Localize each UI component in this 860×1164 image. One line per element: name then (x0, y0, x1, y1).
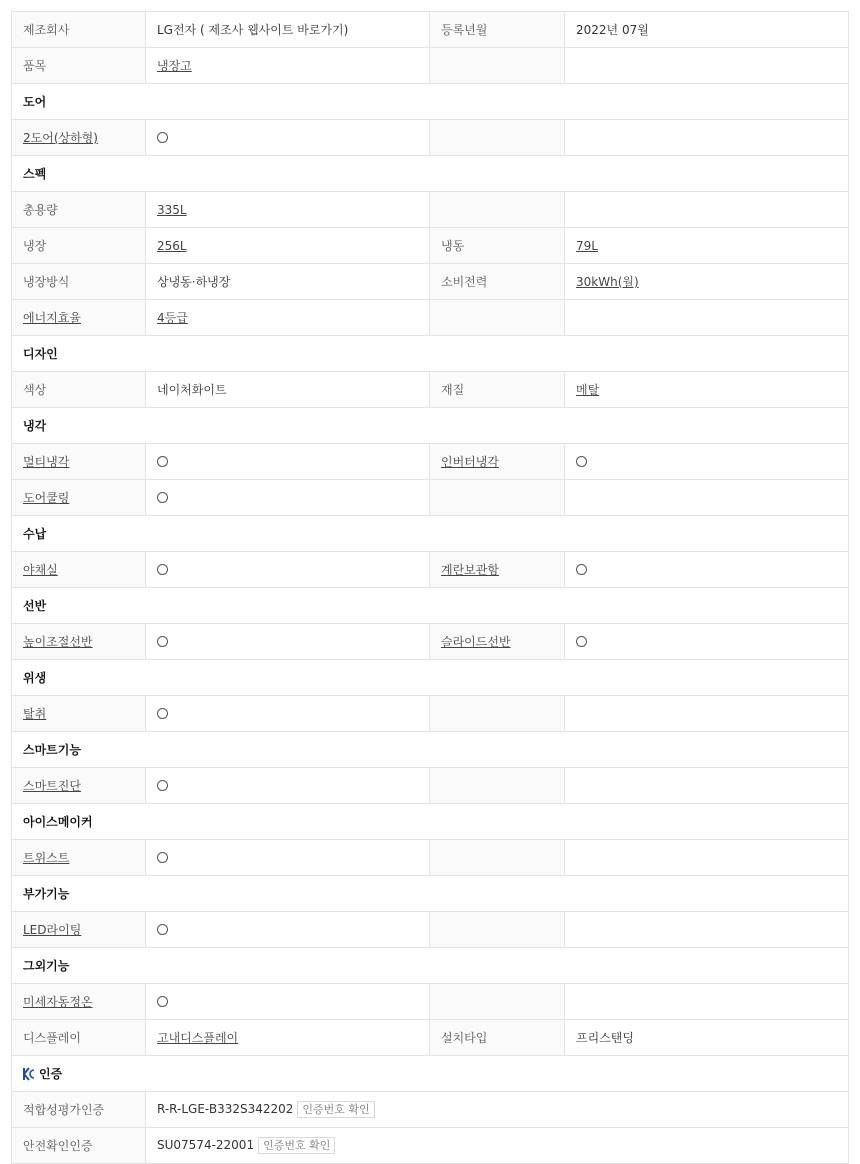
section-title-text: 위생 (23, 671, 47, 685)
section-title (12, 1056, 849, 1092)
spec-value-link[interactable]: 냉장고 (157, 59, 192, 73)
section-header-row (12, 516, 849, 552)
spec-value-cell (146, 12, 430, 48)
section-title-text: 인증 (39, 1067, 63, 1081)
spec-label-link[interactable]: 야채실 (23, 563, 58, 577)
spec-value-link[interactable]: 256L (157, 238, 187, 253)
check-circle-icon (157, 996, 168, 1007)
spec-label-link[interactable]: 미세자동정온 (23, 995, 93, 1009)
spec-value-cell (565, 696, 849, 732)
spec-label-link[interactable]: LED라이팅 (23, 923, 82, 937)
section-title-text: 아이스메이커 (23, 815, 93, 829)
verify-cert-button[interactable]: 인증번호 확인 (297, 1101, 374, 1118)
spec-label-cell (12, 768, 146, 804)
spec-value-cell (146, 552, 430, 588)
spec-value-cell (146, 444, 430, 480)
spec-label-cell (12, 984, 146, 1020)
cert-value-cell (146, 1128, 849, 1164)
spec-label-text: 총용량 (23, 203, 58, 217)
section-header-row (12, 732, 849, 768)
spec-label-cell (430, 264, 565, 300)
spec-label-link[interactable]: 도어쿨링 (23, 491, 70, 505)
check-circle-icon (157, 708, 168, 719)
spec-label-cell (12, 192, 146, 228)
section-title-text: 그외기능 (23, 959, 70, 973)
spec-row (12, 228, 849, 264)
spec-row (12, 300, 849, 336)
spec-value-text: 프리스탠딩 (576, 1031, 634, 1045)
spec-label-cell (12, 696, 146, 732)
spec-label-cell (430, 984, 565, 1020)
spec-value-cell (146, 300, 430, 336)
spec-label-cell (12, 840, 146, 876)
spec-label-link[interactable]: 탈취 (23, 707, 47, 721)
section-title (12, 732, 849, 768)
spec-value-cell (565, 912, 849, 948)
spec-row (12, 372, 849, 408)
section-title (12, 948, 849, 984)
spec-label-cell (430, 300, 565, 336)
spec-label-cell (430, 120, 565, 156)
spec-label-cell (12, 624, 146, 660)
section-title (12, 336, 849, 372)
spec-label-cell (430, 12, 565, 48)
spec-value-cell (146, 480, 430, 516)
check-circle-icon (157, 780, 168, 791)
spec-row (12, 840, 849, 876)
spec-value-cell (565, 48, 849, 84)
check-circle-icon (157, 132, 168, 143)
spec-row (12, 768, 849, 804)
spec-value-cell (146, 768, 430, 804)
spec-label-cell (430, 372, 565, 408)
spec-value-cell (146, 1020, 430, 1056)
section-title-text: 냉각 (23, 419, 47, 433)
spec-value-text: 네이처화이트 (157, 383, 227, 397)
section-title-text: 도어 (23, 95, 47, 109)
spec-label-text: 소비전력 (441, 275, 488, 289)
spec-label-cell (12, 480, 146, 516)
section-title-text: 디자인 (23, 347, 58, 361)
spec-label-cell (12, 1020, 146, 1056)
spec-value-cell (146, 228, 430, 264)
spec-label-cell (12, 228, 146, 264)
verify-cert-button[interactable]: 인증번호 확인 (258, 1137, 335, 1154)
check-circle-icon (157, 456, 168, 467)
spec-value-cell (565, 12, 849, 48)
section-title (12, 156, 849, 192)
spec-value-cell (565, 372, 849, 408)
spec-label-text: 색상 (23, 383, 47, 397)
spec-label-cell (430, 552, 565, 588)
section-header-row (12, 84, 849, 120)
section-header-row (12, 660, 849, 696)
section-header-row (12, 336, 849, 372)
section-header-row (12, 876, 849, 912)
cert-number: SU07574-22001 (157, 1138, 255, 1152)
section-title-text: 스펙 (23, 167, 47, 181)
spec-label-link[interactable]: 인버터냉각 (441, 455, 499, 469)
spec-label-cell (430, 840, 565, 876)
check-circle-icon (157, 852, 168, 863)
spec-label-text: 설치타입 (441, 1031, 488, 1045)
spec-value-cell (565, 444, 849, 480)
spec-value-cell (146, 120, 430, 156)
spec-label-link[interactable]: 높이조절선반 (23, 635, 93, 649)
spec-value-cell (565, 228, 849, 264)
cert-label-cell: 적합성평가인증 (12, 1092, 146, 1128)
spec-label-text: 디스플레이 (23, 1031, 81, 1045)
spec-label-link[interactable]: 슬라이드선반 (441, 635, 511, 649)
check-circle-icon (576, 456, 587, 467)
spec-label-cell (430, 480, 565, 516)
spec-value-cell (146, 264, 430, 300)
spec-value-cell (146, 372, 430, 408)
spec-label-cell (12, 12, 146, 48)
spec-label-text: 품목 (23, 59, 47, 73)
spec-value-cell (146, 840, 430, 876)
spec-value-text: 상냉동·하냉장 (157, 275, 231, 289)
spec-label-text: 등록년월 (441, 23, 488, 37)
spec-label-cell (430, 912, 565, 948)
spec-value-cell (565, 768, 849, 804)
section-title-text: 수납 (23, 527, 47, 541)
spec-label-cell (12, 300, 146, 336)
section-title (12, 804, 849, 840)
spec-label-cell (430, 624, 565, 660)
section-title (12, 588, 849, 624)
spec-value-link[interactable]: 4등급 (157, 311, 188, 325)
spec-label-link[interactable]: 계란보관함 (441, 563, 499, 577)
section-title (12, 876, 849, 912)
spec-row (12, 552, 849, 588)
spec-label-link[interactable]: 2도어(상하형) (23, 131, 98, 145)
spec-label-cell (12, 552, 146, 588)
spec-label-cell (430, 192, 565, 228)
section-header-row (12, 948, 849, 984)
spec-row (12, 192, 849, 228)
spec-value-link[interactable]: 30kWh(월) (576, 275, 639, 289)
section-title (12, 660, 849, 696)
spec-row (12, 696, 849, 732)
spec-row (12, 120, 849, 156)
spec-label-link[interactable]: 멀티냉각 (23, 455, 70, 469)
spec-value-text: 2022년 07월 (576, 23, 649, 37)
check-circle-icon (157, 492, 168, 503)
section-title (12, 516, 849, 552)
spec-value-cell (565, 1020, 849, 1056)
section-header-row (12, 408, 849, 444)
section-title-text: 부가기능 (23, 887, 70, 901)
check-circle-icon (157, 564, 168, 575)
spec-row (12, 264, 849, 300)
spec-row (12, 1020, 849, 1056)
spec-label-cell (12, 372, 146, 408)
spec-value-link[interactable]: 335L (157, 202, 187, 217)
spec-label-text: 재질 (441, 383, 465, 397)
spec-label-text: 제조회사 (23, 23, 70, 37)
spec-label-text: 냉장 (23, 239, 47, 253)
section-title (12, 408, 849, 444)
check-circle-icon (157, 924, 168, 935)
spec-label-cell (12, 120, 146, 156)
spec-row (12, 444, 849, 480)
spec-label-cell (430, 48, 565, 84)
spec-label-cell (430, 696, 565, 732)
spec-value-cell (565, 192, 849, 228)
spec-value-cell (146, 192, 430, 228)
spec-row (12, 12, 849, 48)
cert-number: R-R-LGE-B332S342202 (157, 1102, 294, 1116)
spec-label-cell (430, 1020, 565, 1056)
spec-value-cell (565, 840, 849, 876)
check-circle-icon (576, 564, 587, 575)
spec-label-cell (430, 768, 565, 804)
section-header-row (12, 1056, 849, 1092)
spec-row (12, 624, 849, 660)
spec-value-cell (146, 696, 430, 732)
spec-label-cell (12, 444, 146, 480)
spec-label-text: 냉장방식 (23, 275, 70, 289)
spec-value-cell (146, 984, 430, 1020)
spec-value-link[interactable]: 79L (576, 238, 598, 253)
kc-mark-icon (23, 1067, 35, 1081)
spec-row (12, 480, 849, 516)
spec-value-cell (565, 624, 849, 660)
certification-row (12, 1092, 849, 1128)
spec-table (11, 11, 849, 1164)
cert-label-cell: 안전확인인증 (12, 1128, 146, 1164)
spec-label-cell (12, 264, 146, 300)
section-header-row (12, 804, 849, 840)
spec-value-cell (565, 480, 849, 516)
check-circle-icon (157, 636, 168, 647)
spec-label-link[interactable]: 스마트진단 (23, 779, 81, 793)
spec-row (12, 984, 849, 1020)
spec-value-cell (146, 624, 430, 660)
spec-label-cell (12, 48, 146, 84)
spec-label-cell (12, 912, 146, 948)
spec-row (12, 912, 849, 948)
spec-row (12, 48, 849, 84)
spec-value-cell (565, 120, 849, 156)
certification-row (12, 1128, 849, 1164)
section-title-text: 선반 (23, 599, 47, 613)
spec-label-cell (430, 228, 565, 264)
spec-value-cell (146, 912, 430, 948)
spec-label-link[interactable]: 에너지효율 (23, 311, 81, 325)
spec-value-cell (565, 552, 849, 588)
spec-value-cell (146, 48, 430, 84)
section-header-row (12, 588, 849, 624)
spec-table-body (12, 12, 849, 1164)
spec-label-link[interactable]: 트위스트 (23, 851, 70, 865)
section-title-text: 스마트기능 (23, 743, 81, 757)
spec-value-link[interactable]: 고내디스플레이 (157, 1031, 239, 1045)
spec-value-link[interactable]: 메탈 (576, 383, 600, 397)
spec-label-cell (430, 444, 565, 480)
section-header-row (12, 156, 849, 192)
cert-value-cell (146, 1092, 849, 1128)
spec-value-text: LG전자 ( 제조사 웹사이트 바로가기) (157, 23, 349, 37)
spec-value-cell (565, 984, 849, 1020)
spec-value-cell (565, 264, 849, 300)
section-title (12, 84, 849, 120)
spec-label-text: 냉동 (441, 239, 465, 253)
spec-value-cell (565, 300, 849, 336)
check-circle-icon (576, 636, 587, 647)
